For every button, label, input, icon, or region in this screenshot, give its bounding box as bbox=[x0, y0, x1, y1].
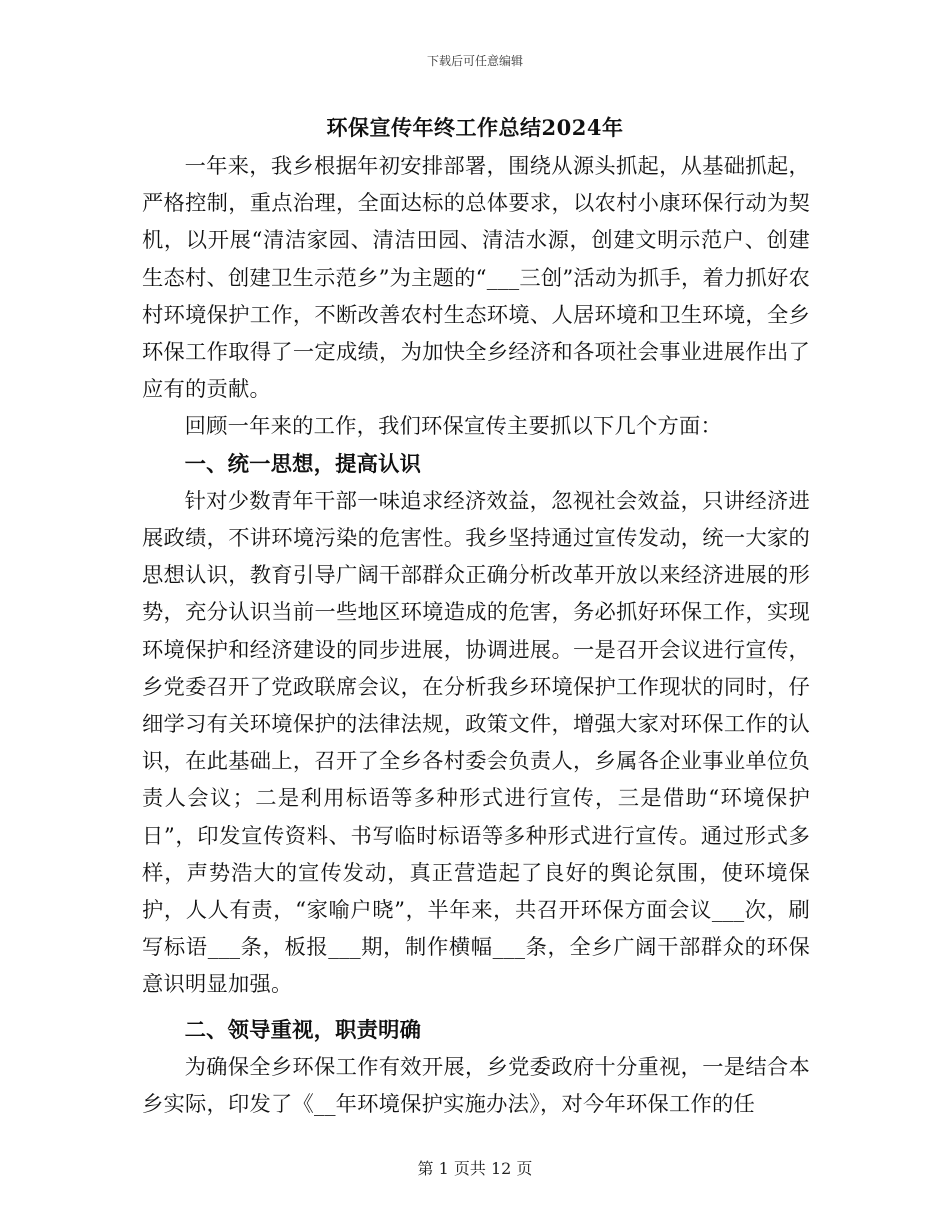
document-title: 环保宣传年终工作总结2024年 bbox=[326, 115, 624, 140]
page-footer: 第 1 页共 12 页 bbox=[417, 1159, 533, 1178]
section2-paragraph: 为确保全乡环保工作有效开展，乡党委政府十分重视，一是结合本乡实际，印发了《__年环境保护实施办法》，对今年环保工作的任 bbox=[142, 1054, 810, 1118]
review-paragraph: 回顾一年来的工作，我们环保宣传主要抓以下几个方面： bbox=[184, 414, 723, 440]
header-note: 下载后可任意编辑 bbox=[426, 54, 523, 68]
section2-heading: 二、领导重视，职责明确 bbox=[184, 1017, 422, 1043]
intro-paragraph: 一年来，我乡根据年初安排部署，围绕从源头抓起，从基础抓起，严格控制，重点治理，全面达标的总体要求，以农村小康环保行动为契机，以开展“清洁家园、清洁田园、清洁水源，创建文明示范户、创建生态村、创建卫生示范乡”为主题的“___三创”活动为抓手，着力抓好农村环境保护工作，不断改善农村生态环境、人居环境和卫生环境，全乡环保工作取得了一定成绩，为加快全乡经济和各项社会事业进展作出了应有的贡献。 bbox=[142, 154, 810, 403]
document-body bbox=[142, 148, 810, 1123]
section1-paragraph: 针对少数青年干部一味追求经济效益，忽视社会效益，只讲经济进展政绩，不讲环境污染的危害性。我乡坚持通过宣传发动，统一大家的思想认识，教育引导广阔干部群众正确分析改革开放以来经济进展的形势，充分认识当前一些地区环境造成的危害，务必抓好环保工作，实现环境保护和经济建设的同步进展，协调进展。一是召开会议进行宣传，乡党委召开了党政联席会议，在分析我乡环境保护工作现状的同时，仔细学习有关环境保护的法律法规，政策文件，增强大家对环保工作的认识，在此基础上，召开了全乡各村委会负责人，乡属各企业事业单位负责人会议；二是利用标语等多种形式进行宣传，三是借助“环境保护日”，印发宣传资料、书写临时标语等多种形式进行宣传。通过形式多样，声势浩大的宣传发动，真正营造起了良好的舆论氛围，使环境保护，人人有责，“家喻户晓”，半年来，共召开环保方面会议___次，刷写标语___条，板报___期，制作横幅___条，全乡广阔干部群众的环保意识明显加强。 bbox=[142, 488, 810, 998]
section1-heading: 一、统一思想，提高认识 bbox=[184, 451, 422, 477]
